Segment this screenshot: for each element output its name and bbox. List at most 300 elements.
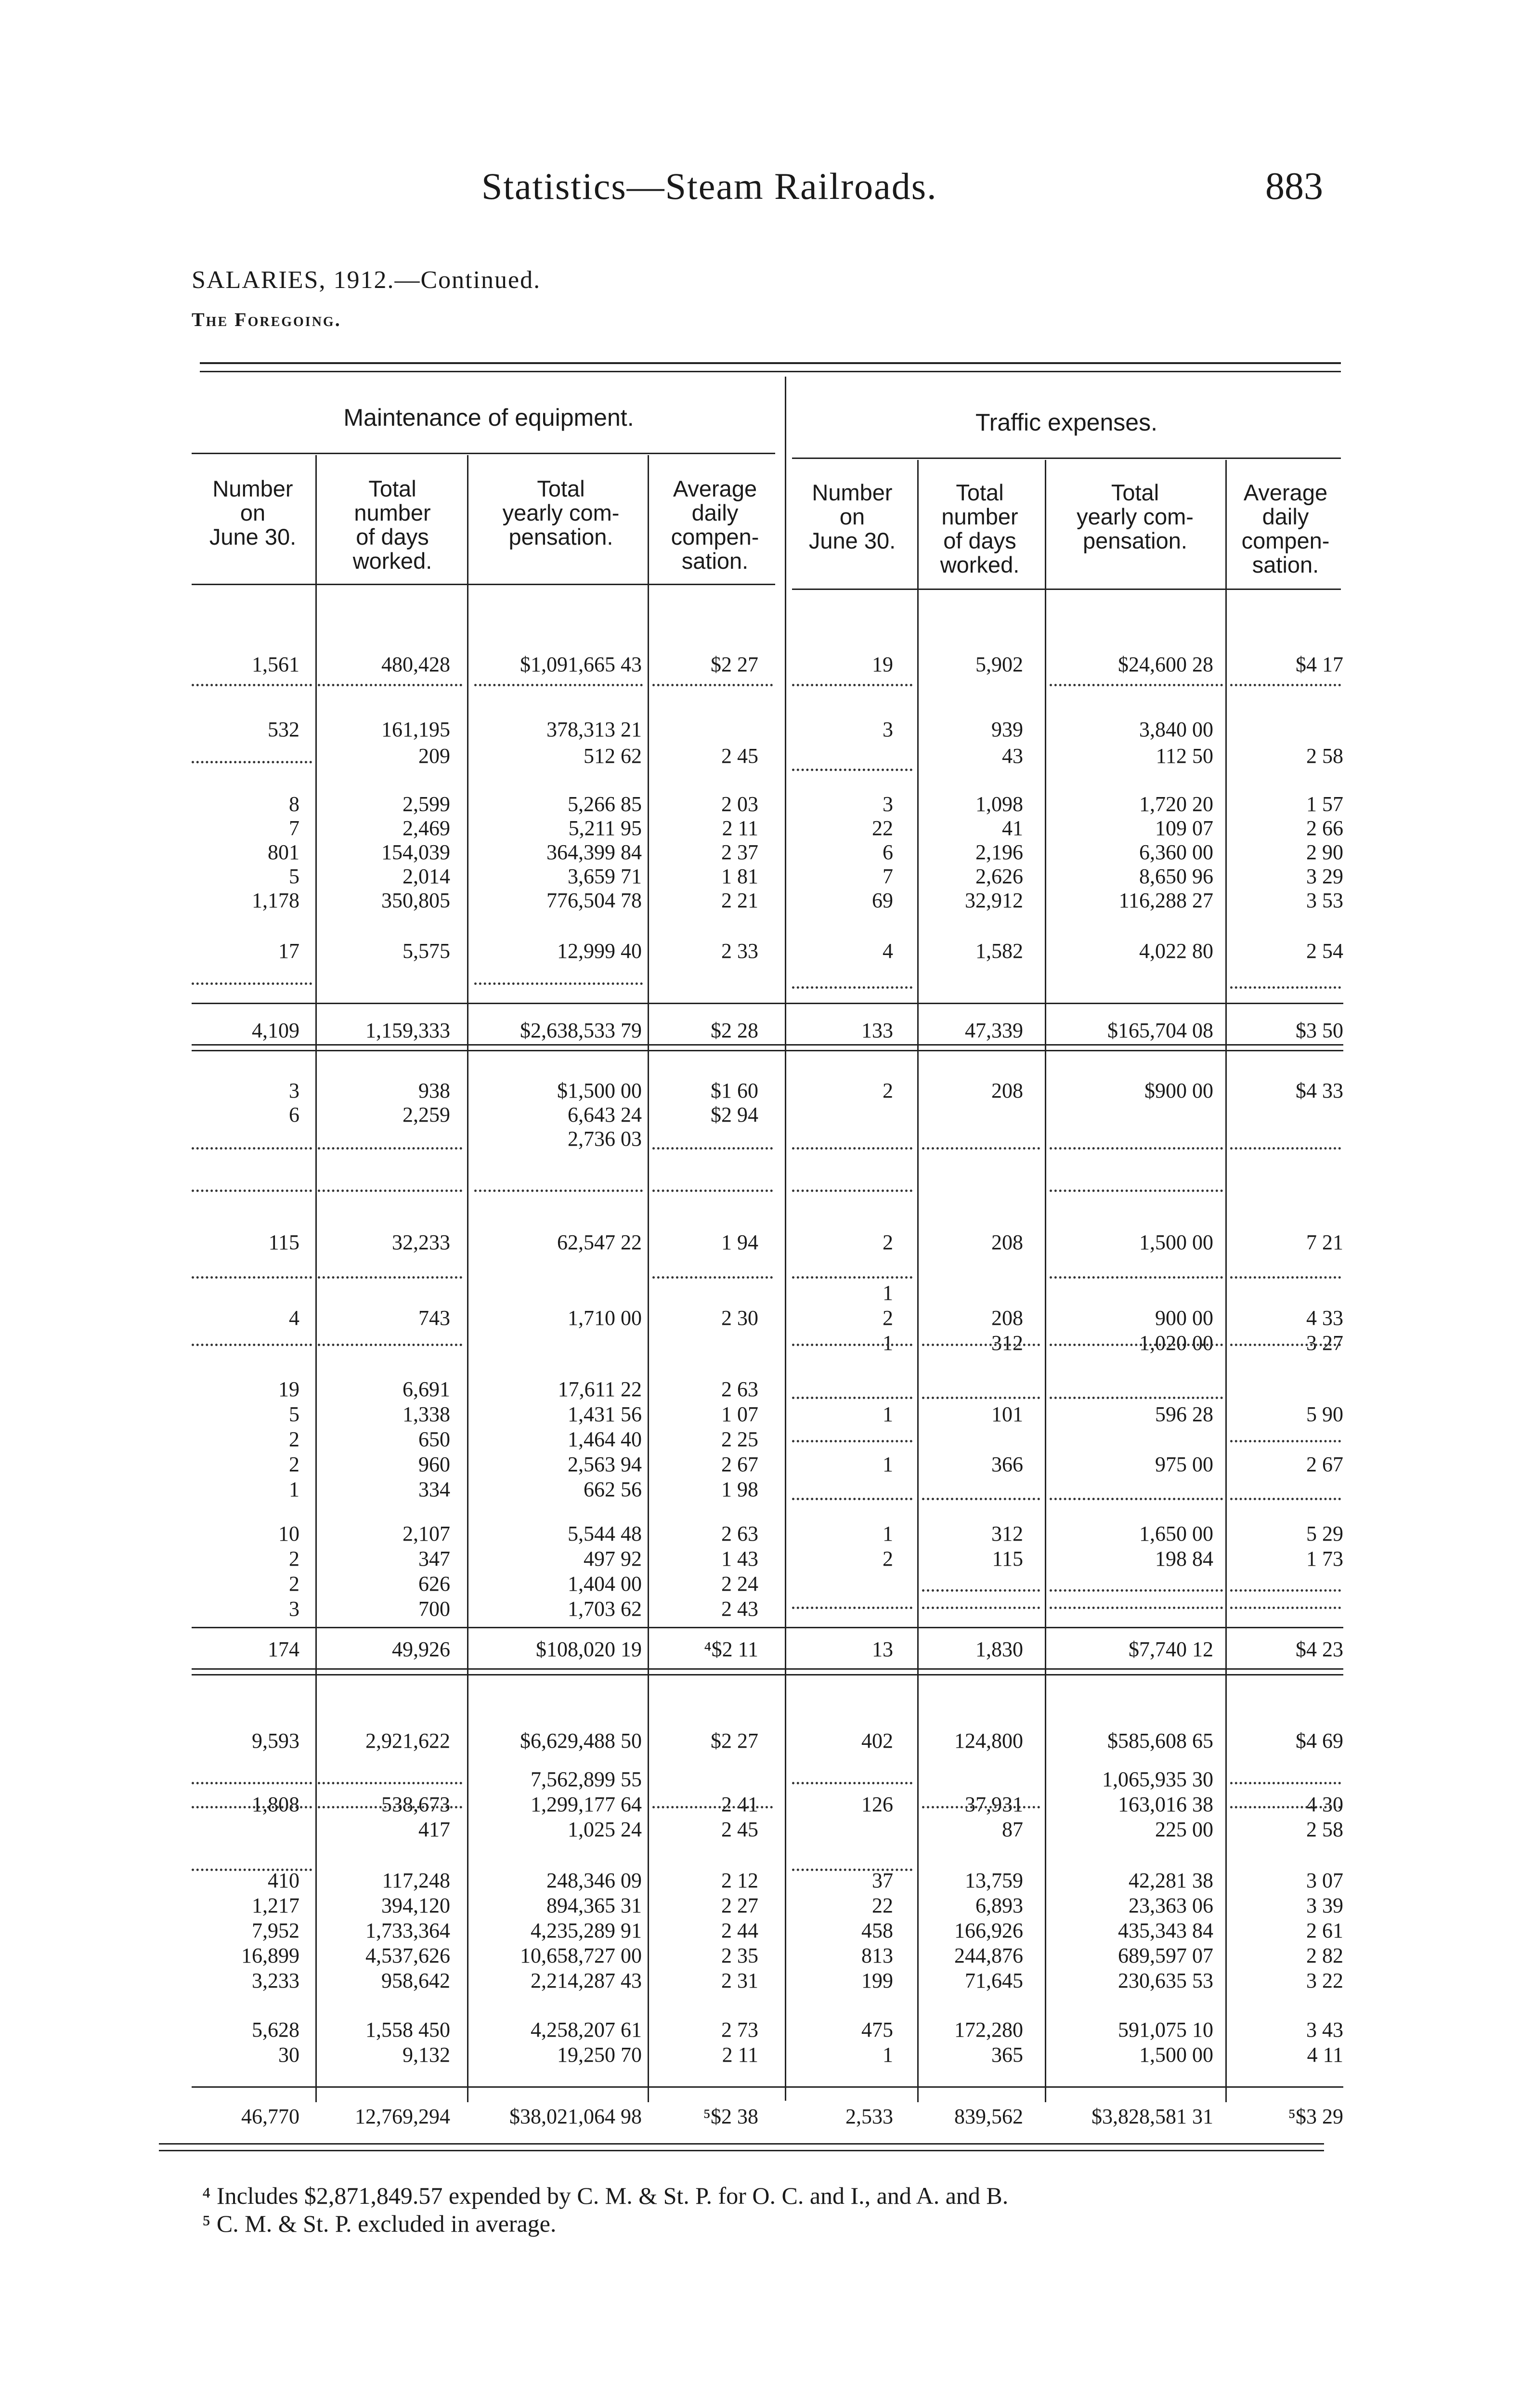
cell-maint-compensation: 1,431 56 [568, 1402, 642, 1426]
table-row [0, 1597, 1533, 1626]
table-row [0, 1377, 1533, 1406]
dot-leader [1050, 1276, 1223, 1279]
dot-leader [1050, 1190, 1223, 1192]
cell-maint-number: 1,808 [252, 1793, 299, 1816]
dot-leader [922, 1397, 1040, 1399]
cell-maint-average: 2 63 [721, 1377, 758, 1401]
cell-traffic-average: $4 23 [1296, 1637, 1343, 1661]
cell-maint-number: 46,770 [241, 2105, 299, 2128]
table-row [0, 889, 1533, 917]
subtotal-rule-2c [192, 1674, 1343, 1675]
cell-traffic-average: 1 73 [1306, 1547, 1343, 1570]
dot-leader [318, 1782, 462, 1784]
cell-traffic-number: 22 [872, 1894, 893, 1917]
cell-maint-average: ⁴$2 11 [704, 1637, 758, 1661]
col-divider-1 [315, 455, 317, 2102]
cell-maint-compensation: 5,544 48 [568, 1522, 642, 1545]
cell-maint-compensation: 5,266 85 [568, 792, 642, 816]
cell-traffic-average: 4 33 [1306, 1306, 1343, 1330]
cell-maint-average: 2 11 [722, 2043, 758, 2067]
table-row [0, 718, 1533, 746]
dot-leader [792, 1607, 912, 1609]
subtotal-rule-1c [192, 1050, 1343, 1051]
cell-traffic-compensation: 198 84 [1155, 1547, 1213, 1570]
cell-maint-compensation: $2,638,533 79 [520, 1019, 642, 1042]
cell-maint-number: 5 [289, 1402, 299, 1426]
cell-maint-days: 394,120 [381, 1894, 450, 1917]
cell-maint-compensation: $6,629,488 50 [520, 1729, 642, 1753]
cell-traffic-compensation: 1,020 00 [1139, 1331, 1213, 1355]
cell-maint-days: 958,642 [381, 1969, 450, 1992]
cell-maint-number: 3,233 [252, 1969, 299, 1992]
cell-maint-days: 626 [418, 1572, 450, 1596]
subtotal-rule-2a [192, 1627, 1343, 1628]
cell-maint-average: 1 43 [721, 1547, 758, 1570]
cell-maint-number: 1,217 [252, 1894, 299, 1917]
cell-maint-days: 6,691 [403, 1377, 450, 1401]
cell-maint-days: 350,805 [381, 889, 450, 912]
cell-maint-number: 1,561 [252, 653, 299, 676]
total-rule-b [159, 2143, 1324, 2145]
cell-traffic-number: 458 [861, 1919, 893, 1942]
cell-traffic-compensation: $24,600 28 [1118, 653, 1213, 676]
dot-leader [652, 1276, 773, 1279]
cell-traffic-number: 2 [883, 1079, 893, 1102]
cell-maint-days: 1,338 [403, 1402, 450, 1426]
cell-traffic-days: 1,582 [975, 939, 1023, 963]
cell-maint-average: 2 45 [721, 1818, 758, 1841]
column-header-maint-days: Total number of days worked. [352, 476, 432, 574]
dot-leader [792, 1782, 912, 1784]
table-row [0, 1729, 1533, 1758]
cell-traffic-number: 475 [861, 2018, 893, 2042]
cell-maint-number: 9,593 [252, 1729, 299, 1753]
cell-maint-days: 161,195 [381, 718, 450, 741]
cell-traffic-days: 172,280 [954, 2018, 1023, 2042]
dot-leader [1230, 986, 1341, 989]
dot-leader [792, 986, 912, 989]
cell-traffic-compensation: 1,065,935 30 [1102, 1767, 1213, 1791]
cell-traffic-compensation: 42,281 38 [1129, 1869, 1213, 1892]
dot-leader [792, 1498, 912, 1500]
footnote-4: ⁴ Includes $2,871,849.57 expended by C. M. & St. P. for O. C. and I., and A. and B. [202, 2182, 1009, 2209]
cell-traffic-average: 3 27 [1306, 1331, 1343, 1355]
dot-leader [922, 1147, 1040, 1150]
cell-traffic-compensation: 3,840 00 [1139, 718, 1213, 741]
dot-leader [792, 684, 912, 686]
dot-leader [792, 1397, 912, 1399]
cell-maint-average: 2 63 [721, 1522, 758, 1545]
column-header-maint-number: Number on June 30. [209, 476, 297, 550]
cell-traffic-compensation: $3,828,581 31 [1091, 2105, 1213, 2128]
cell-maint-compensation: 19,250 70 [557, 2043, 642, 2067]
table-row [0, 1572, 1533, 1601]
cell-maint-average: 2 45 [721, 744, 758, 768]
cell-maint-number: 5 [289, 864, 299, 888]
cell-maint-average: 2 12 [721, 1869, 758, 1892]
cell-maint-compensation: $1,091,665 43 [520, 653, 642, 676]
dot-leader [1230, 1344, 1341, 1346]
cell-maint-days: 743 [418, 1306, 450, 1330]
cell-traffic-compensation: 116,288 27 [1118, 889, 1213, 912]
cell-traffic-days: 101 [991, 1402, 1023, 1426]
cell-maint-number: 4 [289, 1306, 299, 1330]
cell-maint-average: 2 11 [722, 816, 758, 840]
cell-traffic-days: 366 [991, 1453, 1023, 1476]
group-header-maintenance: Maintenance of equipment. [343, 404, 634, 431]
table-row [0, 1281, 1533, 1310]
top-rule-1 [200, 362, 1341, 364]
cell-maint-days: 347 [418, 1547, 450, 1570]
table-row [0, 1818, 1533, 1846]
cell-traffic-average: 2 67 [1306, 1453, 1343, 1476]
dot-leader [474, 1190, 643, 1192]
cell-maint-compensation: 2,736 03 [568, 1127, 642, 1151]
cell-traffic-days: 244,876 [954, 1944, 1023, 1967]
table-row [0, 1969, 1533, 1998]
cell-maint-compensation: 1,025 24 [568, 1818, 642, 1841]
cell-traffic-days: 87 [1002, 1818, 1023, 1841]
cell-traffic-days: 2,196 [975, 840, 1023, 864]
dot-leader [922, 1498, 1040, 1500]
cell-traffic-average: $4 17 [1296, 653, 1343, 676]
cell-maint-days: 700 [418, 1597, 450, 1621]
cell-maint-average: 2 21 [721, 889, 758, 912]
cell-traffic-compensation: 6,360 00 [1139, 840, 1213, 864]
cell-traffic-days: 939 [991, 718, 1023, 741]
cell-maint-days: 960 [418, 1453, 450, 1476]
cell-traffic-number: 199 [861, 1969, 893, 1992]
cell-maint-number: 2 [289, 1427, 299, 1451]
cell-maint-days: 1,558 450 [365, 2018, 450, 2042]
dot-leader [792, 1190, 912, 1192]
cell-maint-average: 2 44 [721, 1919, 758, 1942]
column-header-traffic-average: Average daily compen- sation. [1241, 480, 1330, 577]
cell-maint-compensation: 4,258,207 61 [531, 2018, 642, 2042]
cell-maint-compensation: 1,404 00 [568, 1572, 642, 1596]
cell-traffic-average: 5 90 [1306, 1402, 1343, 1426]
cell-traffic-average: ⁵$3 29 [1288, 2105, 1343, 2128]
cell-maint-number: 16,899 [241, 1944, 299, 1967]
cell-maint-days: 1,159,333 [365, 1019, 450, 1042]
cell-maint-average: 2 25 [721, 1427, 758, 1451]
cell-maint-number: 410 [268, 1869, 299, 1892]
cell-maint-number: 2 [289, 1572, 299, 1596]
cell-maint-days: 2,469 [403, 816, 450, 840]
cell-traffic-days: 208 [991, 1230, 1023, 1254]
col-divider-3 [648, 455, 649, 2102]
cell-traffic-compensation: 1,500 00 [1139, 2043, 1213, 2067]
dot-leader [192, 1190, 312, 1192]
cell-traffic-days: 208 [991, 1306, 1023, 1330]
table-row [0, 653, 1533, 681]
cell-traffic-average: 3 22 [1306, 1969, 1343, 1992]
cell-maint-compensation: 6,643 24 [568, 1103, 642, 1126]
cell-maint-average: 2 30 [721, 1306, 758, 1330]
group-rule-right [792, 458, 1341, 459]
table-row [0, 1402, 1533, 1431]
cell-traffic-days: 6,893 [975, 1894, 1023, 1917]
cell-maint-number: 801 [268, 840, 299, 864]
dot-leader [792, 1440, 912, 1442]
dot-leader [1050, 1147, 1223, 1150]
cell-traffic-number: 133 [861, 1019, 893, 1042]
cell-maint-compensation: 17,611 22 [558, 1377, 642, 1401]
cell-maint-number: 19 [278, 1377, 299, 1401]
cell-maint-compensation: $38,021,064 98 [509, 2105, 642, 2128]
cell-traffic-days: 41 [1002, 816, 1023, 840]
cell-maint-number: 2 [289, 1453, 299, 1476]
cell-traffic-days: 208 [991, 1079, 1023, 1102]
cell-traffic-average: 2 58 [1306, 744, 1343, 768]
cell-traffic-compensation: 112 50 [1156, 744, 1213, 768]
table-row [0, 1894, 1533, 1923]
cell-traffic-days: 43 [1002, 744, 1023, 768]
cell-traffic-days: 1,098 [975, 792, 1023, 816]
cell-maint-days: 2,921,622 [365, 1729, 450, 1753]
top-rule-2 [200, 371, 1341, 372]
cell-traffic-compensation: 4,022 80 [1139, 939, 1213, 963]
cell-maint-number: 4,109 [252, 1019, 299, 1042]
cell-maint-days: 938 [418, 1079, 450, 1102]
cell-traffic-number: 13 [872, 1637, 893, 1661]
dot-leader [192, 684, 312, 686]
table-row [0, 1944, 1533, 1973]
column-header-maint-compensation: Total yearly com- pensation. [502, 476, 620, 550]
cell-traffic-days: 47,339 [965, 1019, 1023, 1042]
header-rule-left [192, 584, 775, 585]
cell-traffic-number: 2 [883, 1306, 893, 1330]
cell-traffic-compensation: $165,704 08 [1107, 1019, 1213, 1042]
column-header-traffic-compensation: Total yearly com- pensation. [1077, 480, 1194, 553]
cell-traffic-compensation: 1,720 20 [1139, 792, 1213, 816]
dot-leader [318, 1276, 462, 1279]
cell-traffic-number: 1 [883, 1281, 893, 1305]
cell-maint-average: $1 60 [711, 1079, 758, 1102]
dot-leader [318, 684, 462, 686]
col-divider-2 [467, 455, 468, 2102]
cell-maint-compensation: 1,464 40 [568, 1427, 642, 1451]
table-row [0, 1919, 1533, 1948]
cell-traffic-compensation: 435,343 84 [1118, 1919, 1213, 1942]
dot-leader [652, 1190, 773, 1192]
cell-traffic-number: 1 [883, 2043, 893, 2067]
table-row [0, 2105, 1533, 2133]
cell-maint-number: 1,178 [252, 889, 299, 912]
dot-leader [922, 1589, 1040, 1592]
cell-traffic-number: 1 [883, 1522, 893, 1545]
cell-traffic-days: 1,830 [975, 1637, 1023, 1661]
cell-traffic-number: 813 [861, 1944, 893, 1967]
cell-traffic-days: 71,645 [965, 1969, 1023, 1992]
cell-traffic-compensation: 900 00 [1155, 1306, 1213, 1330]
cell-maint-average: $2 28 [711, 1019, 758, 1042]
cell-maint-compensation: 776,504 78 [546, 889, 642, 912]
cell-traffic-average: 2 61 [1306, 1919, 1343, 1942]
cell-maint-compensation: $1,500 00 [557, 1079, 642, 1102]
page-header-title: Statistics—Steam Railroads. [481, 165, 937, 207]
dot-leader [922, 1806, 1040, 1808]
cell-maint-days: 32,233 [392, 1230, 450, 1254]
cell-traffic-days: 312 [991, 1331, 1023, 1355]
table-row [0, 2018, 1533, 2047]
cell-traffic-days: 5,902 [975, 653, 1023, 676]
subtotal-rule-2b [192, 1668, 1343, 1670]
cell-traffic-number: 3 [883, 792, 893, 816]
cell-traffic-days: 124,800 [954, 1729, 1023, 1753]
dot-leader [922, 1607, 1040, 1609]
cell-maint-average: 2 37 [721, 840, 758, 864]
cell-maint-days: 650 [418, 1427, 450, 1451]
cell-traffic-number: 69 [872, 889, 893, 912]
page-number: 883 [1265, 165, 1323, 208]
cell-traffic-compensation: 596 28 [1155, 1402, 1213, 1426]
cell-maint-days: 538,673 [381, 1793, 450, 1816]
cell-maint-average: $2 94 [711, 1103, 758, 1126]
cell-maint-average: 2 73 [721, 2018, 758, 2042]
cell-maint-days: 334 [418, 1478, 450, 1501]
cell-traffic-compensation: $7,740 12 [1129, 1637, 1213, 1661]
dot-leader [1230, 684, 1341, 686]
cell-maint-average: 1 94 [721, 1230, 758, 1254]
cell-traffic-days: 166,926 [954, 1919, 1023, 1942]
cell-maint-days: 9,132 [403, 2043, 450, 2067]
dot-leader [792, 1344, 912, 1346]
dot-leader [1230, 1440, 1341, 1442]
cell-maint-days: 209 [418, 744, 450, 768]
cell-traffic-average: 4 11 [1307, 2043, 1343, 2067]
cell-traffic-days: 37,931 [965, 1793, 1023, 1816]
cell-maint-days: 417 [418, 1818, 450, 1841]
cell-maint-compensation: 662 56 [584, 1478, 642, 1501]
cell-maint-compensation: 4,235,289 91 [531, 1919, 642, 1942]
cell-traffic-average: 5 29 [1306, 1522, 1343, 1545]
cell-maint-average: 1 07 [721, 1402, 758, 1426]
cell-traffic-number: 37 [872, 1869, 893, 1892]
cell-maint-number: 6 [289, 1103, 299, 1126]
cell-maint-days: 117,248 [382, 1869, 450, 1892]
cell-traffic-number: 402 [861, 1729, 893, 1753]
dot-leader [192, 1806, 312, 1808]
dot-leader [192, 761, 312, 763]
dot-leader [652, 1806, 773, 1808]
subtotal-rule-1a [192, 1003, 1343, 1004]
cell-maint-number: 5,628 [252, 2018, 299, 2042]
dot-leader [192, 1147, 312, 1150]
cell-maint-compensation: 364,399 84 [546, 840, 642, 864]
dot-leader [474, 982, 643, 985]
cell-traffic-compensation: 23,363 06 [1129, 1894, 1213, 1917]
table-row [0, 1522, 1533, 1551]
cell-maint-number: 1 [289, 1478, 299, 1501]
table-row [0, 1306, 1533, 1335]
cell-maint-average: 2 24 [721, 1572, 758, 1596]
cell-traffic-compensation: 163,016 38 [1118, 1793, 1213, 1816]
cell-traffic-compensation: 689,597 07 [1118, 1944, 1213, 1967]
cell-maint-compensation: 12,999 40 [557, 939, 642, 963]
cell-traffic-number: 7 [883, 864, 893, 888]
column-header-maint-average: Average daily compen- sation. [671, 476, 759, 574]
dot-leader [1050, 1607, 1223, 1609]
dot-leader [192, 982, 312, 985]
cell-maint-compensation: $108,020 19 [536, 1637, 642, 1661]
cell-traffic-average: 7 21 [1306, 1230, 1343, 1254]
cell-traffic-number: 1 [883, 1331, 893, 1355]
table-row [0, 2043, 1533, 2072]
cell-traffic-average: $4 69 [1296, 1729, 1343, 1753]
dot-leader [1230, 1498, 1341, 1500]
cell-maint-number: 2 [289, 1547, 299, 1570]
cell-traffic-compensation: $585,608 65 [1107, 1729, 1213, 1753]
table-subtitle: SALARIES, 1912.—Continued. [192, 266, 541, 294]
dot-leader [1050, 1589, 1223, 1592]
dot-leader [1230, 1782, 1341, 1784]
cell-maint-days: 2,107 [403, 1522, 450, 1545]
cell-maint-number: 7,952 [252, 1919, 299, 1942]
dot-leader [1050, 1397, 1223, 1399]
cell-traffic-number: 6 [883, 840, 893, 864]
cell-maint-days: 2,259 [403, 1103, 450, 1126]
footnote-5: ⁵ C. M. & St. P. excluded in average. [202, 2210, 557, 2237]
cell-traffic-number: 2,533 [845, 2105, 893, 2128]
cell-traffic-days: 2,626 [975, 864, 1023, 888]
cell-maint-days: 480,428 [381, 653, 450, 676]
total-rule-c [159, 2150, 1324, 2151]
dot-leader [192, 1869, 312, 1871]
dot-leader [474, 684, 643, 686]
table-row [0, 1637, 1533, 1666]
cell-maint-compensation: 497 92 [584, 1547, 642, 1570]
dot-leader [652, 684, 773, 686]
cell-traffic-compensation: $900 00 [1144, 1079, 1213, 1102]
cell-traffic-average: 1 57 [1306, 792, 1343, 816]
group-rule-left [192, 453, 775, 454]
cell-maint-number: 17 [278, 939, 299, 963]
cell-maint-compensation: 2,563 94 [568, 1453, 642, 1476]
cell-traffic-days: 839,562 [954, 2105, 1023, 2128]
cell-maint-number: 532 [268, 718, 299, 741]
dot-leader [1230, 1276, 1341, 1279]
dot-leader [1230, 1147, 1341, 1150]
cell-traffic-compensation: 1,500 00 [1139, 1230, 1213, 1254]
cell-maint-days: 154,039 [381, 840, 450, 864]
cell-traffic-number: 22 [872, 816, 893, 840]
dot-leader [318, 1147, 462, 1150]
table-row [0, 744, 1533, 773]
cell-traffic-number: 4 [883, 939, 893, 963]
cell-maint-average: 2 27 [721, 1894, 758, 1917]
cell-maint-compensation: 1,299,177 64 [531, 1793, 642, 1816]
cell-maint-days: 4,537,626 [365, 1944, 450, 1967]
subtotal-rule-1b [192, 1044, 1343, 1046]
table-row [0, 1869, 1533, 1898]
dot-leader [922, 1344, 1040, 1346]
cell-maint-average: 1 81 [721, 864, 758, 888]
dot-leader [1050, 684, 1223, 686]
cell-maint-days: 12,769,294 [355, 2105, 450, 2128]
cell-traffic-compensation: 1,650 00 [1139, 1522, 1213, 1545]
cell-traffic-average: 3 29 [1306, 864, 1343, 888]
cell-maint-compensation: 2,214,287 43 [531, 1969, 642, 1992]
table-row [0, 1453, 1533, 1481]
cell-traffic-average: 3 53 [1306, 889, 1343, 912]
cell-traffic-days: 312 [991, 1522, 1023, 1545]
cell-maint-average: 1 98 [721, 1478, 758, 1501]
cell-maint-average: 2 03 [721, 792, 758, 816]
cell-traffic-number: 2 [883, 1547, 893, 1570]
cell-traffic-average: 2 58 [1306, 1818, 1343, 1841]
cell-maint-compensation: 5,211 95 [568, 816, 642, 840]
